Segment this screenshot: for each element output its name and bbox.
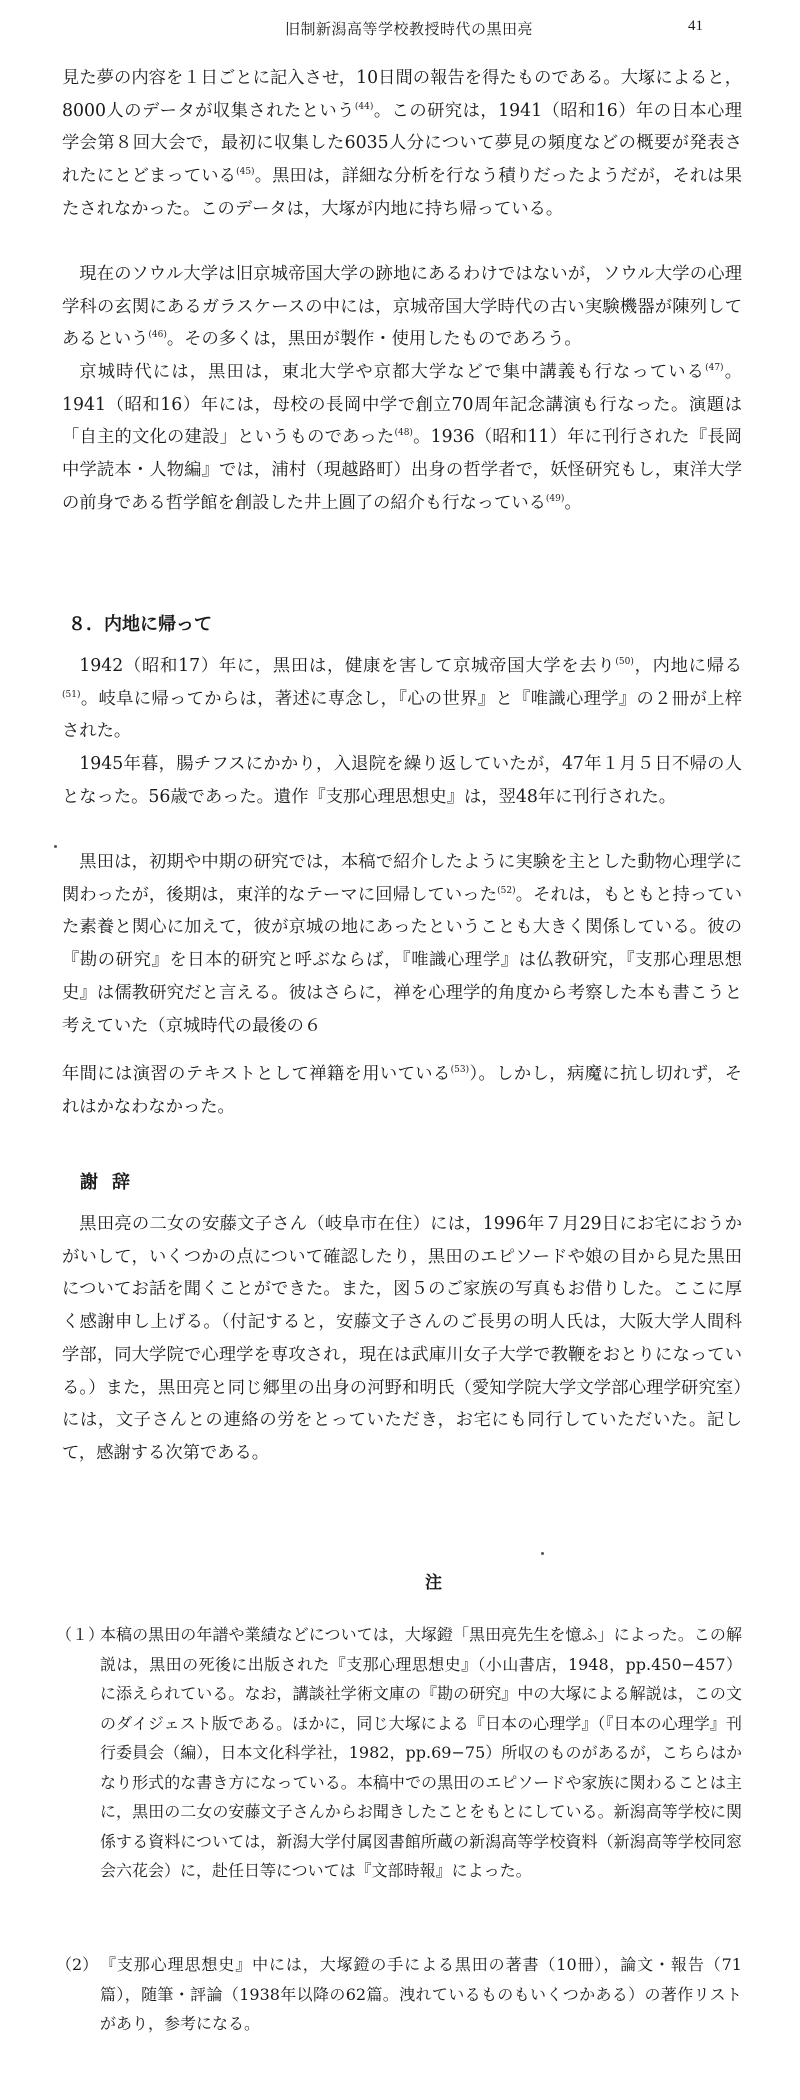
paragraph-text: 。それは，もともと持っていた素養と関心に加えて，彼が京城の地にあったということも大きく関係している。彼の『勘の研究』を日本的研究と呼ぶならば，『唯識心理学』は仏教研究，『支那心理思想史』は儒教研究だと言える。彼はさらに，禅を心理学的角度から考察した本も書こうと考えていた（京城時代の最後の６ — [62, 884, 742, 1036]
paragraph-text: 見た夢の内容を１日ごとに記入させ，10日間の報告を得たものである。大塚によると，8000人のデータが収集されたという — [62, 68, 742, 121]
acknowledgments-heading: 謝辞 — [80, 1172, 144, 1193]
paragraph — [62, 62, 742, 226]
paragraph — [62, 846, 742, 1042]
paragraph-text: 。その多くは，黒田が製作・使用したものであろう。 — [166, 329, 582, 350]
paragraph-text: 1945年暮，腸チフスにかかり，入退院を繰り返していたが，47年１月５日不帰の人となった。56歳であった。遺作『支那心理思想史』は，翌48年に刊行された。 — [62, 754, 742, 807]
paragraph-text: 。1941（昭和16）年には，母校の長岡中学で創立70周年記念講演も行なった。演題は「自主的文化の建設」というものであった — [62, 362, 742, 448]
paragraph-text: 現在のソウル大学は旧京城帝国大学の跡地にあるわけではないが，ソウル大学の心理学科の玄関にあるガラスケースの中には，京城帝国大学時代の古い実験機器が陳列してあるという — [62, 264, 742, 350]
notes-heading: 注 — [425, 1573, 442, 1593]
footnote — [56, 1620, 742, 1886]
paragraph-text: 。 — [564, 492, 582, 513]
paragraph-text: 1942（昭和17）年に，黒田は，健康を害して京城帝国大学を去り — [79, 656, 616, 676]
paragraph-text: ）。しかし，病魔に抗し切れず，それはかなわなかった。 — [62, 1064, 742, 1117]
paragraph — [62, 1058, 742, 1123]
running-header — [0, 18, 800, 48]
paragraph — [62, 650, 742, 748]
footnote-text: 本稿の黒田の年譜や業績などについては，大塚鐙「黒田亮先生を憶ふ」によった。この解説は，黒田の死後に出版された『支那心理思想史』（小山書店，1948，pp.450−457）に添えられている。なお，講談社学術文庫の『勘の研究』中の大塚による解説は，この文のダイジェスト版である。ほかに，同じ大塚による『日本の心理学』（『日本の心理学』刊行委員会（編），日本文化科学社，1982，pp.69−75）所収のものがあるが，こちらはかなり形式的な書き方になっている。本稿中での黒田のエピソードや家族に関わることは主に，黒田の二女の安藤文子さんからお聞きしたことをもとにしている。新潟高等学校に関係する資料については，新潟大学付属図書館所蔵の新潟高等学校資料（新潟高等学校同窓会六花会）に，赴任日等については『文部時報』によった。 — [100, 1625, 742, 1880]
reference-marker: (50) — [615, 657, 634, 667]
running-title: 旧制新潟高等学校教授時代の黒田亮 — [285, 20, 534, 38]
footnote-number: （１） — [56, 1625, 105, 1644]
scan-speck — [54, 845, 57, 848]
page-number: 41 — [688, 18, 703, 34]
paragraph-text: 年間には演習のテキストとして禅籍を用いている — [62, 1064, 451, 1084]
reference-marker: (52) — [497, 885, 516, 896]
footnote-number: （2） — [56, 1955, 99, 1974]
paragraph — [62, 258, 742, 356]
reference-marker: (48) — [394, 428, 413, 439]
paragraph-text: 。岐阜に帰ってからは，著述に専念し，『心の世界』と『唯識心理学』の２冊が上梓された。 — [62, 688, 742, 742]
paragraph-text: ，内地に帰る — [633, 656, 742, 676]
paragraph-text: 。この研究は，1941（昭和16）年の日本心理学会第８回大会で，最初に収集した6035人分について夢見の頻度などの概要が発表されたにとどまっている — [62, 100, 742, 187]
reference-marker: (44) — [354, 101, 374, 112]
reference-marker: (53) — [450, 1065, 470, 1075]
reference-marker: (45) — [236, 167, 255, 178]
paragraph — [62, 356, 742, 520]
reference-marker: (46) — [148, 330, 167, 341]
paragraph-text: 。1936（昭和11）年に刊行された『長岡中学読本・人物編』では，浦村（現越路町）出身の哲学者で，妖怪研究もし，東洋大学の前身である哲学館を創設した井上圓了の紹介も行なっている — [62, 427, 742, 513]
paragraph — [62, 748, 742, 813]
footnote-text: 『支那心理思想史』中には，大塚鐙の手による黒田の著書（10冊），論文・報告（71篇），随筆・評論（1938年以降の62篇。洩れているものもいくつかある）の著作リストがあり，参考になる。 — [100, 1955, 742, 2033]
reference-marker: (51) — [62, 689, 81, 700]
paragraph-text: 。黒田は，詳細な分析を行なう積りだったようだが，それは果たされなかった。このデータは，大塚が内地に持ち帰っている。 — [62, 166, 742, 219]
reference-marker: (49) — [545, 493, 565, 504]
paragraph-text: 黒田亮の二女の安藤文子さん（岐阜市在住）には，1996年７月29日にお宅におうかがいして，いくつかの点について確認したり，黒田のエピソードや娘の目から見た黒田についてお話を聞くことができた。また，図５のご家族の写真もお借りした。ここに厚く感謝申し上げる。（付記すると，安藤文子さんのご長男の明人氏は，大阪大学人間科学部，同大学院で心理学を専攻され，現在は武庫川女子大学で教鞭をおとりになっている。）また，黒田亮と同じ郷里の出身の河野和明氏（愛知学院大学文学部心理学研究室）には，文子さんとの連絡の労をとっていただき，お宅にも同行していただいた。記して，感謝する次第である。 — [62, 1214, 742, 1463]
scan-speck — [541, 1552, 544, 1555]
paragraph-text: 京城時代には，黒田は，東北大学や京都大学などで集中講義も行なっている — [79, 362, 706, 382]
footnote — [56, 1950, 742, 2039]
paragraph — [62, 1208, 742, 1470]
paragraph-text: 黒田は，初期や中期の研究では，本稿で紹介したように実験を主とした動物心理学に関わったが，後期は，東洋的なテーマに回帰していった — [62, 852, 742, 905]
section-heading: ８．内地に帰って — [68, 614, 212, 635]
reference-marker: (47) — [705, 363, 724, 373]
